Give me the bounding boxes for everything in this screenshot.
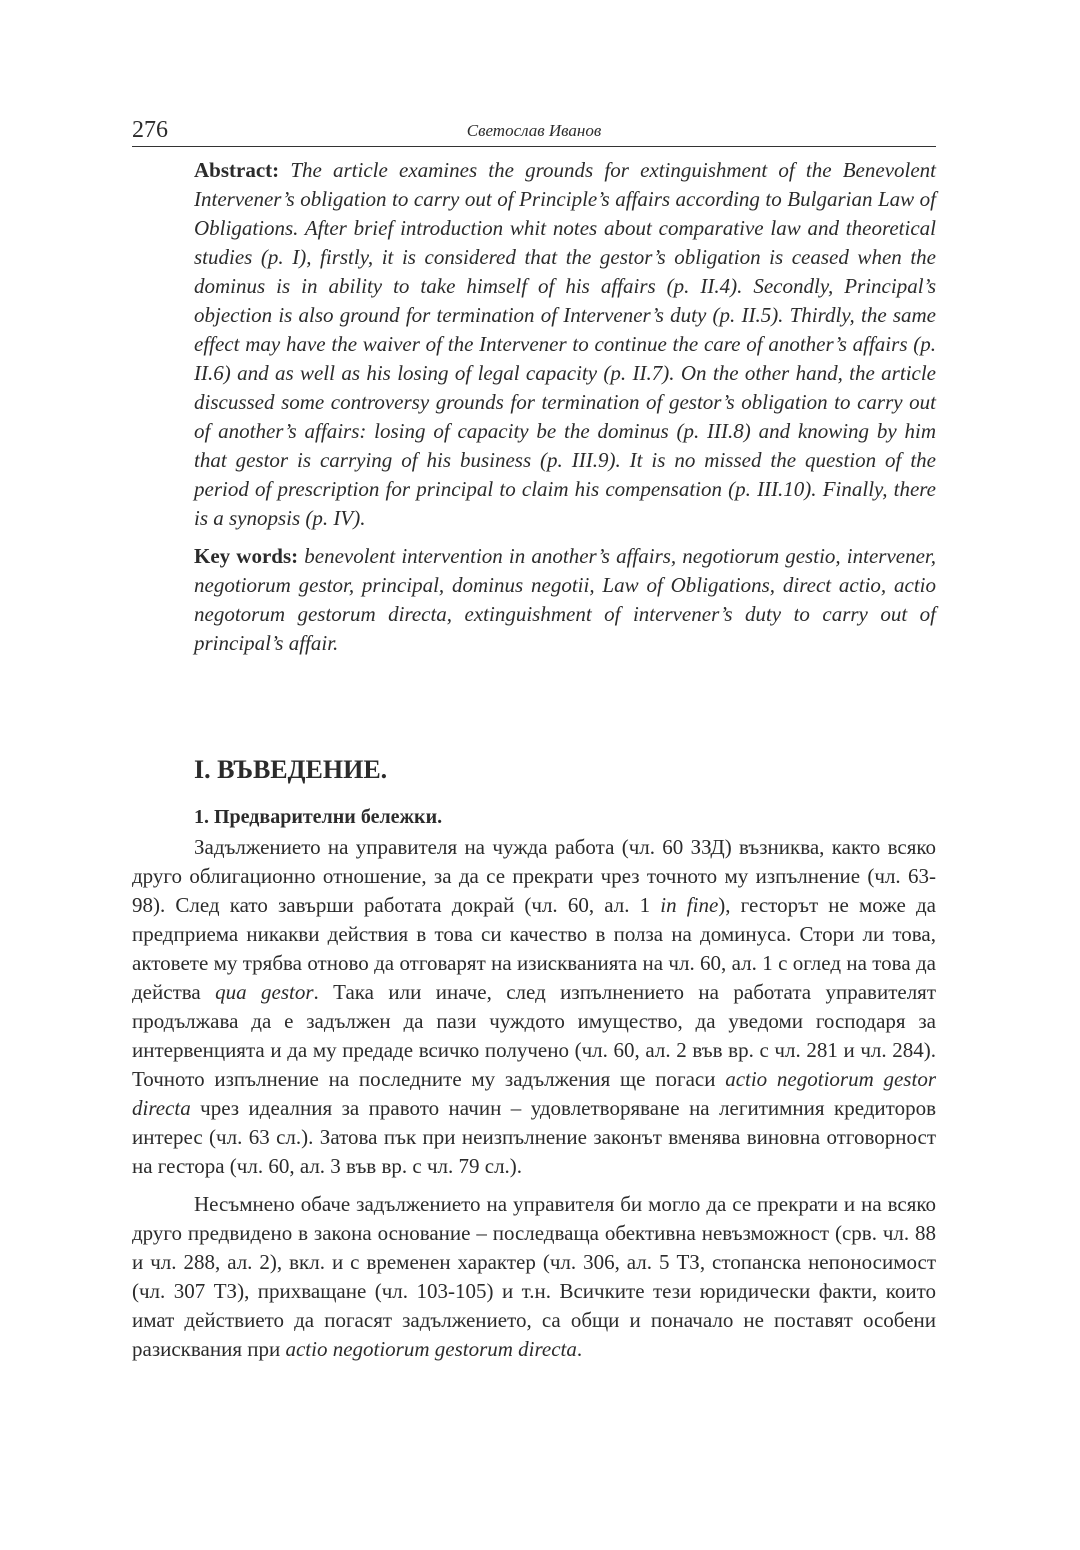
paragraph-1-latin-1: in fine <box>660 893 719 917</box>
keywords-text: benevolent intervention in another’s affairs, negotiorum gestio, intervener, negotiorum gestor, principal, dominus negotii, Law of Obligations, direct actio, actio negotorum gestorum directa, extinguishment of intervener’s duty to carry out of principal’s affair. <box>194 544 936 655</box>
section-heading: I. ВЪВЕДЕНИЕ. <box>194 755 388 784</box>
body-text <box>132 833 936 1364</box>
abstract-text: The article examines the grounds for extinguishment of the Benevolent Intervener’s obligation to carry out of Principle’s affairs according to Bulgarian Law of Obligations. After brief introduction whit notes about comparative law and theoretical studies (p. I), firstly, it is considered that the gestor’s obligation is ceased when the dominus is in ability to take himself of his affairs (p. II.4). Secondly, Principal’s objection is also ground for termination of Intervener’s duty (p. II.5). Thirdly, the same effect may have the waiver of the Intervener to continue the care of another’s affairs (p. II.6) and as well as his losing of legal capacity (p. II.7). On the other hand, the article discussed some controversy grounds for termination of gestor’s obligation to carry out of another’s affairs: losing of capacity be the dominus (p. III.8) and knowing by him that gestor is carrying of his business (p. III.9). It is no missed the question of the period of prescription for principal to claim his compensation (p. III.10). Finally, there is a synopsis (p. IV). <box>194 158 937 530</box>
paragraph-2-latin-1: actio negotiorum gestorum directa <box>285 1337 577 1361</box>
abstract-label: Abstract: <box>194 158 280 182</box>
paragraph-1-latin-3: actio negotiorum gestor directa <box>132 1067 936 1120</box>
paragraph-1-latin-2: qua gestor <box>215 980 314 1004</box>
keywords <box>194 542 936 658</box>
keywords-label: Key words: <box>194 544 299 568</box>
paragraph-2-text-1: Несъмнено обаче задължението на управителя би могло да се прекрати и на всяко друго предвидено в закона основание – последваща обективна невъзможност (срв. чл. 88 и чл. 288, ал. 2), вкл. и с временен характер (чл. 306, ал. 5 ТЗ, стопанска непоносимост (чл. 307 ТЗ), прихващане (чл. 103-105) и т.н. Всичките тези юридически факти, които имат действието да погасят задължението, са общи и поначало не поставят особени разисквания при <box>132 1192 936 1361</box>
abstract <box>194 156 936 533</box>
paragraph-1-text-1: Задължението на управителя на чужда работа (чл. 60 ЗЗД) възниква, както всяко друго облигационно отношение, за да се прекрати чрез точното му изпълнение (чл. 63-98). След като завърши работата докрай (чл. 60, ал. 1 <box>132 835 936 917</box>
abstract-block <box>194 156 936 658</box>
paragraph-1-text-4: чрез идеалния за правото начин – удовлетворяване на легитимния кредиторов интерес (чл. 63 сл.). Затова пък при неизпълнение законът вменява виновна отговорност на гестора (чл. 60, ал. 3 във вр. с чл. 79 сл.). <box>132 1096 936 1178</box>
paragraph-2 <box>132 1190 936 1364</box>
running-head: Светослав Иванов <box>466 121 602 140</box>
paragraph-1 <box>132 833 936 1181</box>
subsection-heading: 1. Предварителни бележки. <box>194 806 443 828</box>
paragraph-2-text-2: . <box>576 1337 583 1361</box>
paragraph-1-text-3: . Така или иначе, след изпълнението на работата управителят продължава да е задължен да пази чуждото имущество, да уведоми господаря за интервенцията и да му предаде всичко получено (чл. 60, ал. 2 във вр. с чл. 281 и чл. 284). Точното изпълнение на последните му задължения ще погаси <box>132 980 937 1091</box>
paragraph-1-text-2: ), гесторът не може да предприема никакви действия в това си качество в полза на доминуса. Стори ли това, актовете му трябва отново да отговарят на изискванията на чл. 60, ал. 1 с оглед на това да действа <box>132 893 936 1004</box>
page-number: 276 <box>132 117 168 143</box>
page-header <box>132 116 936 147</box>
